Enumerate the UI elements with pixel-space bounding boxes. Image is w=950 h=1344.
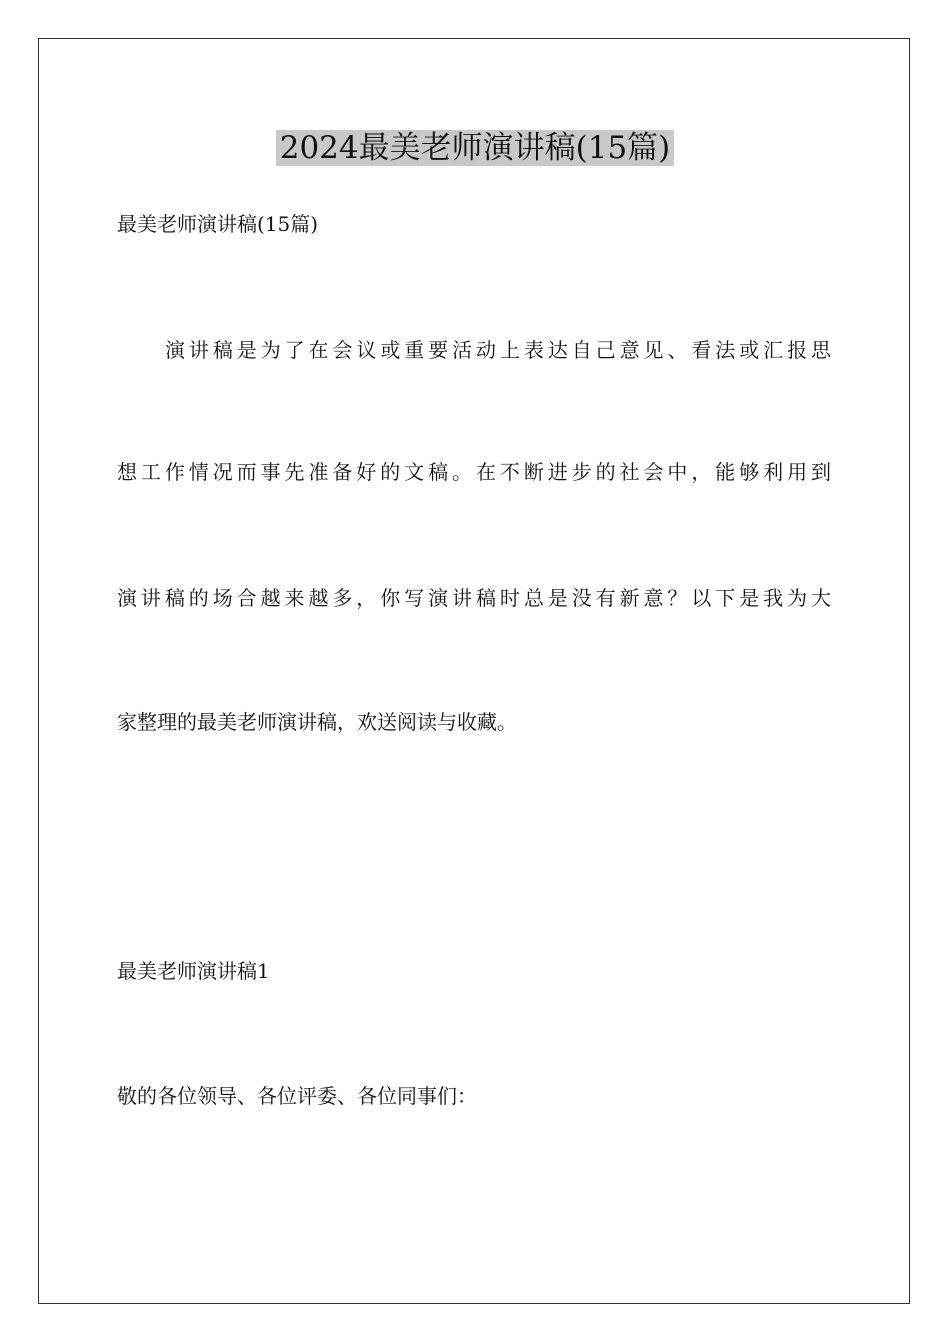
intro-paragraph-line-4: 家整理的最美老师演讲稿，欢送阅读与收藏。 xyxy=(117,710,517,734)
intro-paragraph-line-3: 演讲稿的场合越来越多，你写演讲稿时总是没有新意？以下是我为大 xyxy=(117,586,831,610)
document-title-text: 2024最美老师演讲稿(15篇) xyxy=(276,130,675,166)
document-subtitle: 最美老师演讲稿(15篇) xyxy=(117,212,319,236)
intro-paragraph-line-2: 想工作情况而事先准备好的文稿。在不断进步的社会中，能够利用到 xyxy=(117,460,831,484)
greeting-line: 敬的各位领导、各位评委、各位同事们： xyxy=(117,1084,477,1108)
section-heading: 最美老师演讲稿1 xyxy=(117,959,270,983)
intro-paragraph-line-1: 演讲稿是为了在会议或重要活动上表达自己意见、看法或汇报思 xyxy=(165,338,831,362)
document-title xyxy=(0,126,950,170)
